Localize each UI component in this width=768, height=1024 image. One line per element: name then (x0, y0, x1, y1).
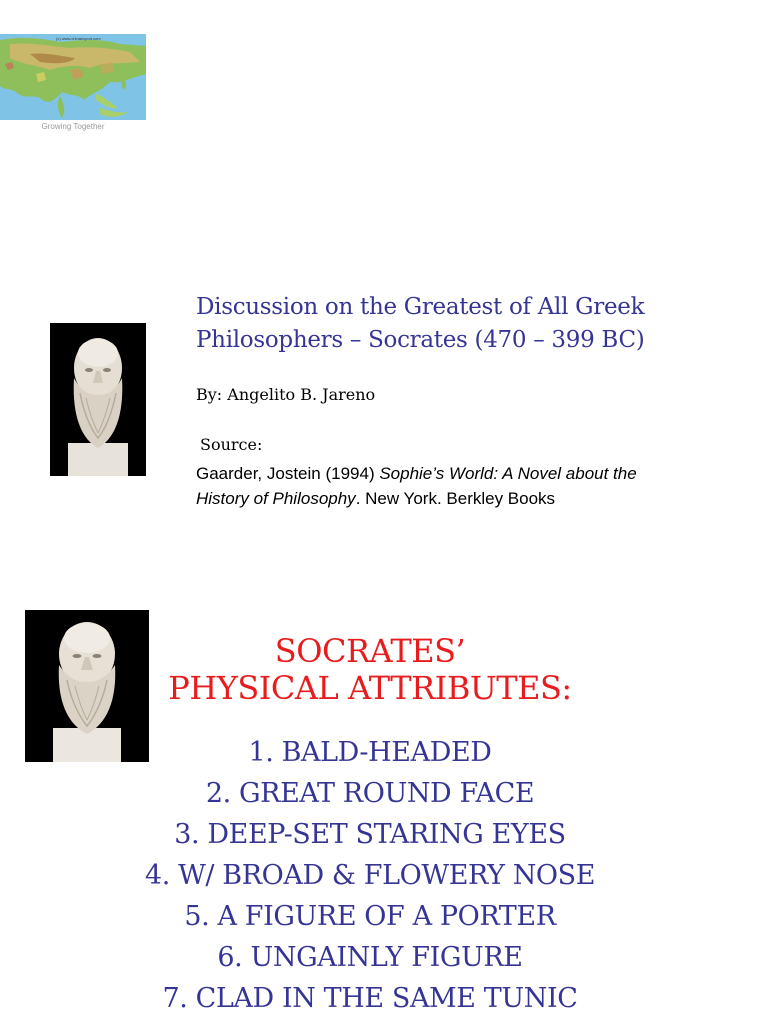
citation-suffix: . New York. Berkley Books (355, 489, 556, 508)
map-of-asia-icon (0, 34, 146, 120)
attributes-heading-line-1: SOCRATES’ (274, 632, 466, 670)
socrates-bust-icon (50, 323, 146, 476)
list-item: 1. BALD-HEADED (248, 737, 492, 768)
presentation-title (196, 291, 756, 357)
source-label: Source: (200, 435, 263, 454)
map-url-text: (c) www.chinaexport.com (56, 36, 101, 41)
list-item: 5. A FIGURE OF A PORTER (184, 901, 556, 932)
citation-prefix: Gaarder, Jostein (1994) (196, 464, 380, 483)
logo-map-image (0, 34, 146, 120)
list-item: 2. GREAT ROUND FACE (205, 778, 535, 809)
title-line-1: Discussion on the Greatest of All Greek (196, 294, 645, 320)
list-item: 7. CLAD IN THE SAME TUNIC (162, 983, 578, 1014)
socrates-bust-portrait (50, 323, 146, 476)
citation-book-title-1: Sophie’s World: A Novel about the (379, 464, 637, 483)
citation-book-title-2: History of Philosophy (196, 489, 356, 508)
author-line: By: Angelito B. Jareno (196, 385, 376, 404)
source-citation (196, 461, 762, 511)
logo-caption: Growing Together (41, 122, 105, 131)
attributes-heading-line-2: PHYSICAL ATTRIBUTES: (168, 669, 572, 707)
list-item: 6. UNGAINLY FIGURE (217, 942, 523, 973)
title-line-2: Philosophers – Socrates (470 – 399 BC) (196, 327, 645, 353)
list-item: 3. DEEP-SET STARING EYES (174, 819, 566, 850)
list-item: 4. W/ BROAD & FLOWERY NOSE (144, 860, 596, 891)
attributes-heading (120, 633, 620, 707)
attributes-list (100, 732, 640, 1019)
